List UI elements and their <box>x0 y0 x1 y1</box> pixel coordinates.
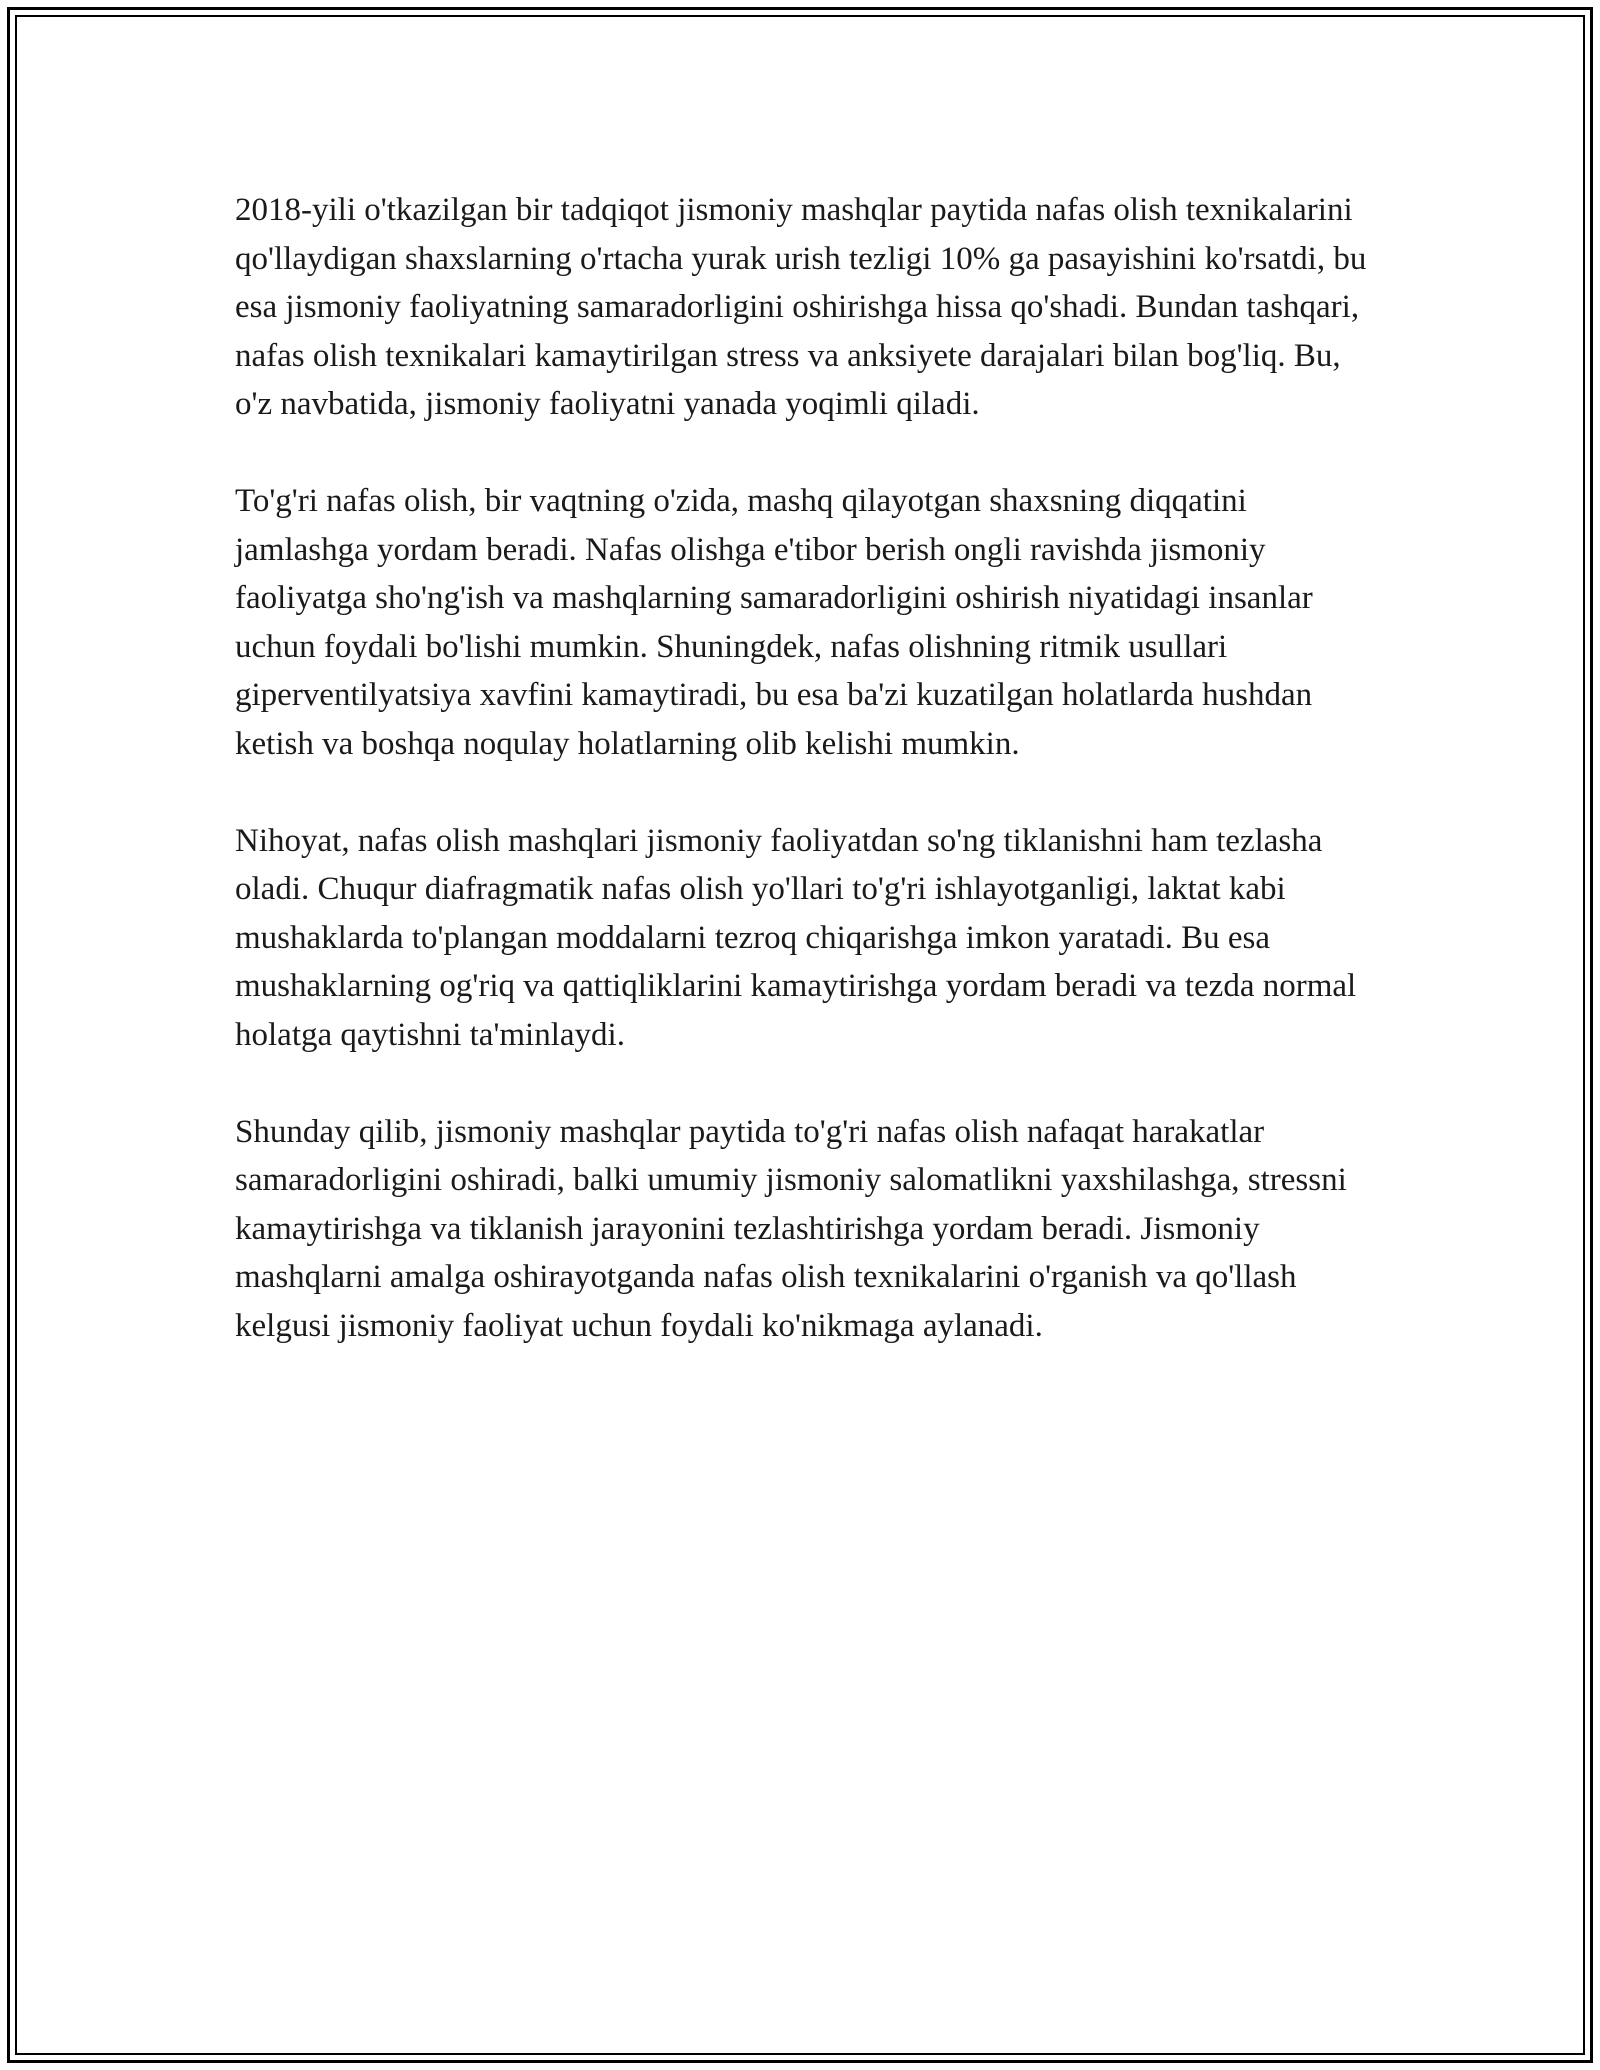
document-body <box>235 186 1375 1399</box>
paragraph-3: Nihoyat, nafas olish mashqlari jismoniy faoliyatdan so'ng tiklanishni ham tezlasha oladi. Chuqur diafragmatik nafas olish yo'llari to'g'ri ishlayotganligi, laktat kabi mushaklarda to'plangan moddalarni tezroq chiqarishga imkon yaratadi. Bu esa mushaklarning og'riq va qattiqliklarini kamaytirishga yordam beradi va tezda normal holatga qaytishni ta'minlaydi. <box>235 822 1357 1053</box>
paragraph-4: Shunday qilib, jismoniy mashqlar paytida to'g'ri nafas olish nafaqat harakatlar samaradorligini oshiradi, balki umumiy jismoniy salomatlikni yaxshilashga, stressni kamaytirishga va tiklanish jarayonini tezlashtirishga yordam beradi. Jismoniy mashqlarni amalga oshirayotganda nafas olish texnikalarini o'rganish va qo'llash kelgusi jismoniy faoliyat uchun foydali ko'nikmaga aylanadi. <box>235 1113 1347 1344</box>
paragraph-2: To'g'ri nafas olish, bir vaqtning o'zida, mashq qilayotgan shaxsning diqqatini jamlashga yordam beradi. Nafas olishga e'tibor berish ongli ravishda jismoniy faoliyatga sho'ng'ish va mashqlarning samaradorligini oshirish niyatidagi insanlar uchun foydali bo'lishi mumkin. Shuningdek, nafas olishning ritmik usullari giperventilyatsiya xavfini kamaytiradi, bu esa ba'zi kuzatilgan holatlarda hushdan ketish va boshqa noqulay holatlarning olib kelishi mumkin. <box>235 483 1313 762</box>
paragraph-1: 2018-yili o'tkazilgan bir tadqiqot jismoniy mashqlar paytida nafas olish texnikalarini qo'llaydigan shaxslarning o'rtacha yurak urish tezligi 10% ga pasayishini ko'rsatdi, bu esa jismoniy faoliyatning samaradorligini oshirishga hissa qo'shadi. Bundan tashqari, nafas olish texnikalari kamaytirilgan stress va anksiyete darajalari bilan bog'liq. Bu, o'z navbatida, jismoniy faoliyatni yanada yoqimli qiladi. <box>235 192 1367 422</box>
